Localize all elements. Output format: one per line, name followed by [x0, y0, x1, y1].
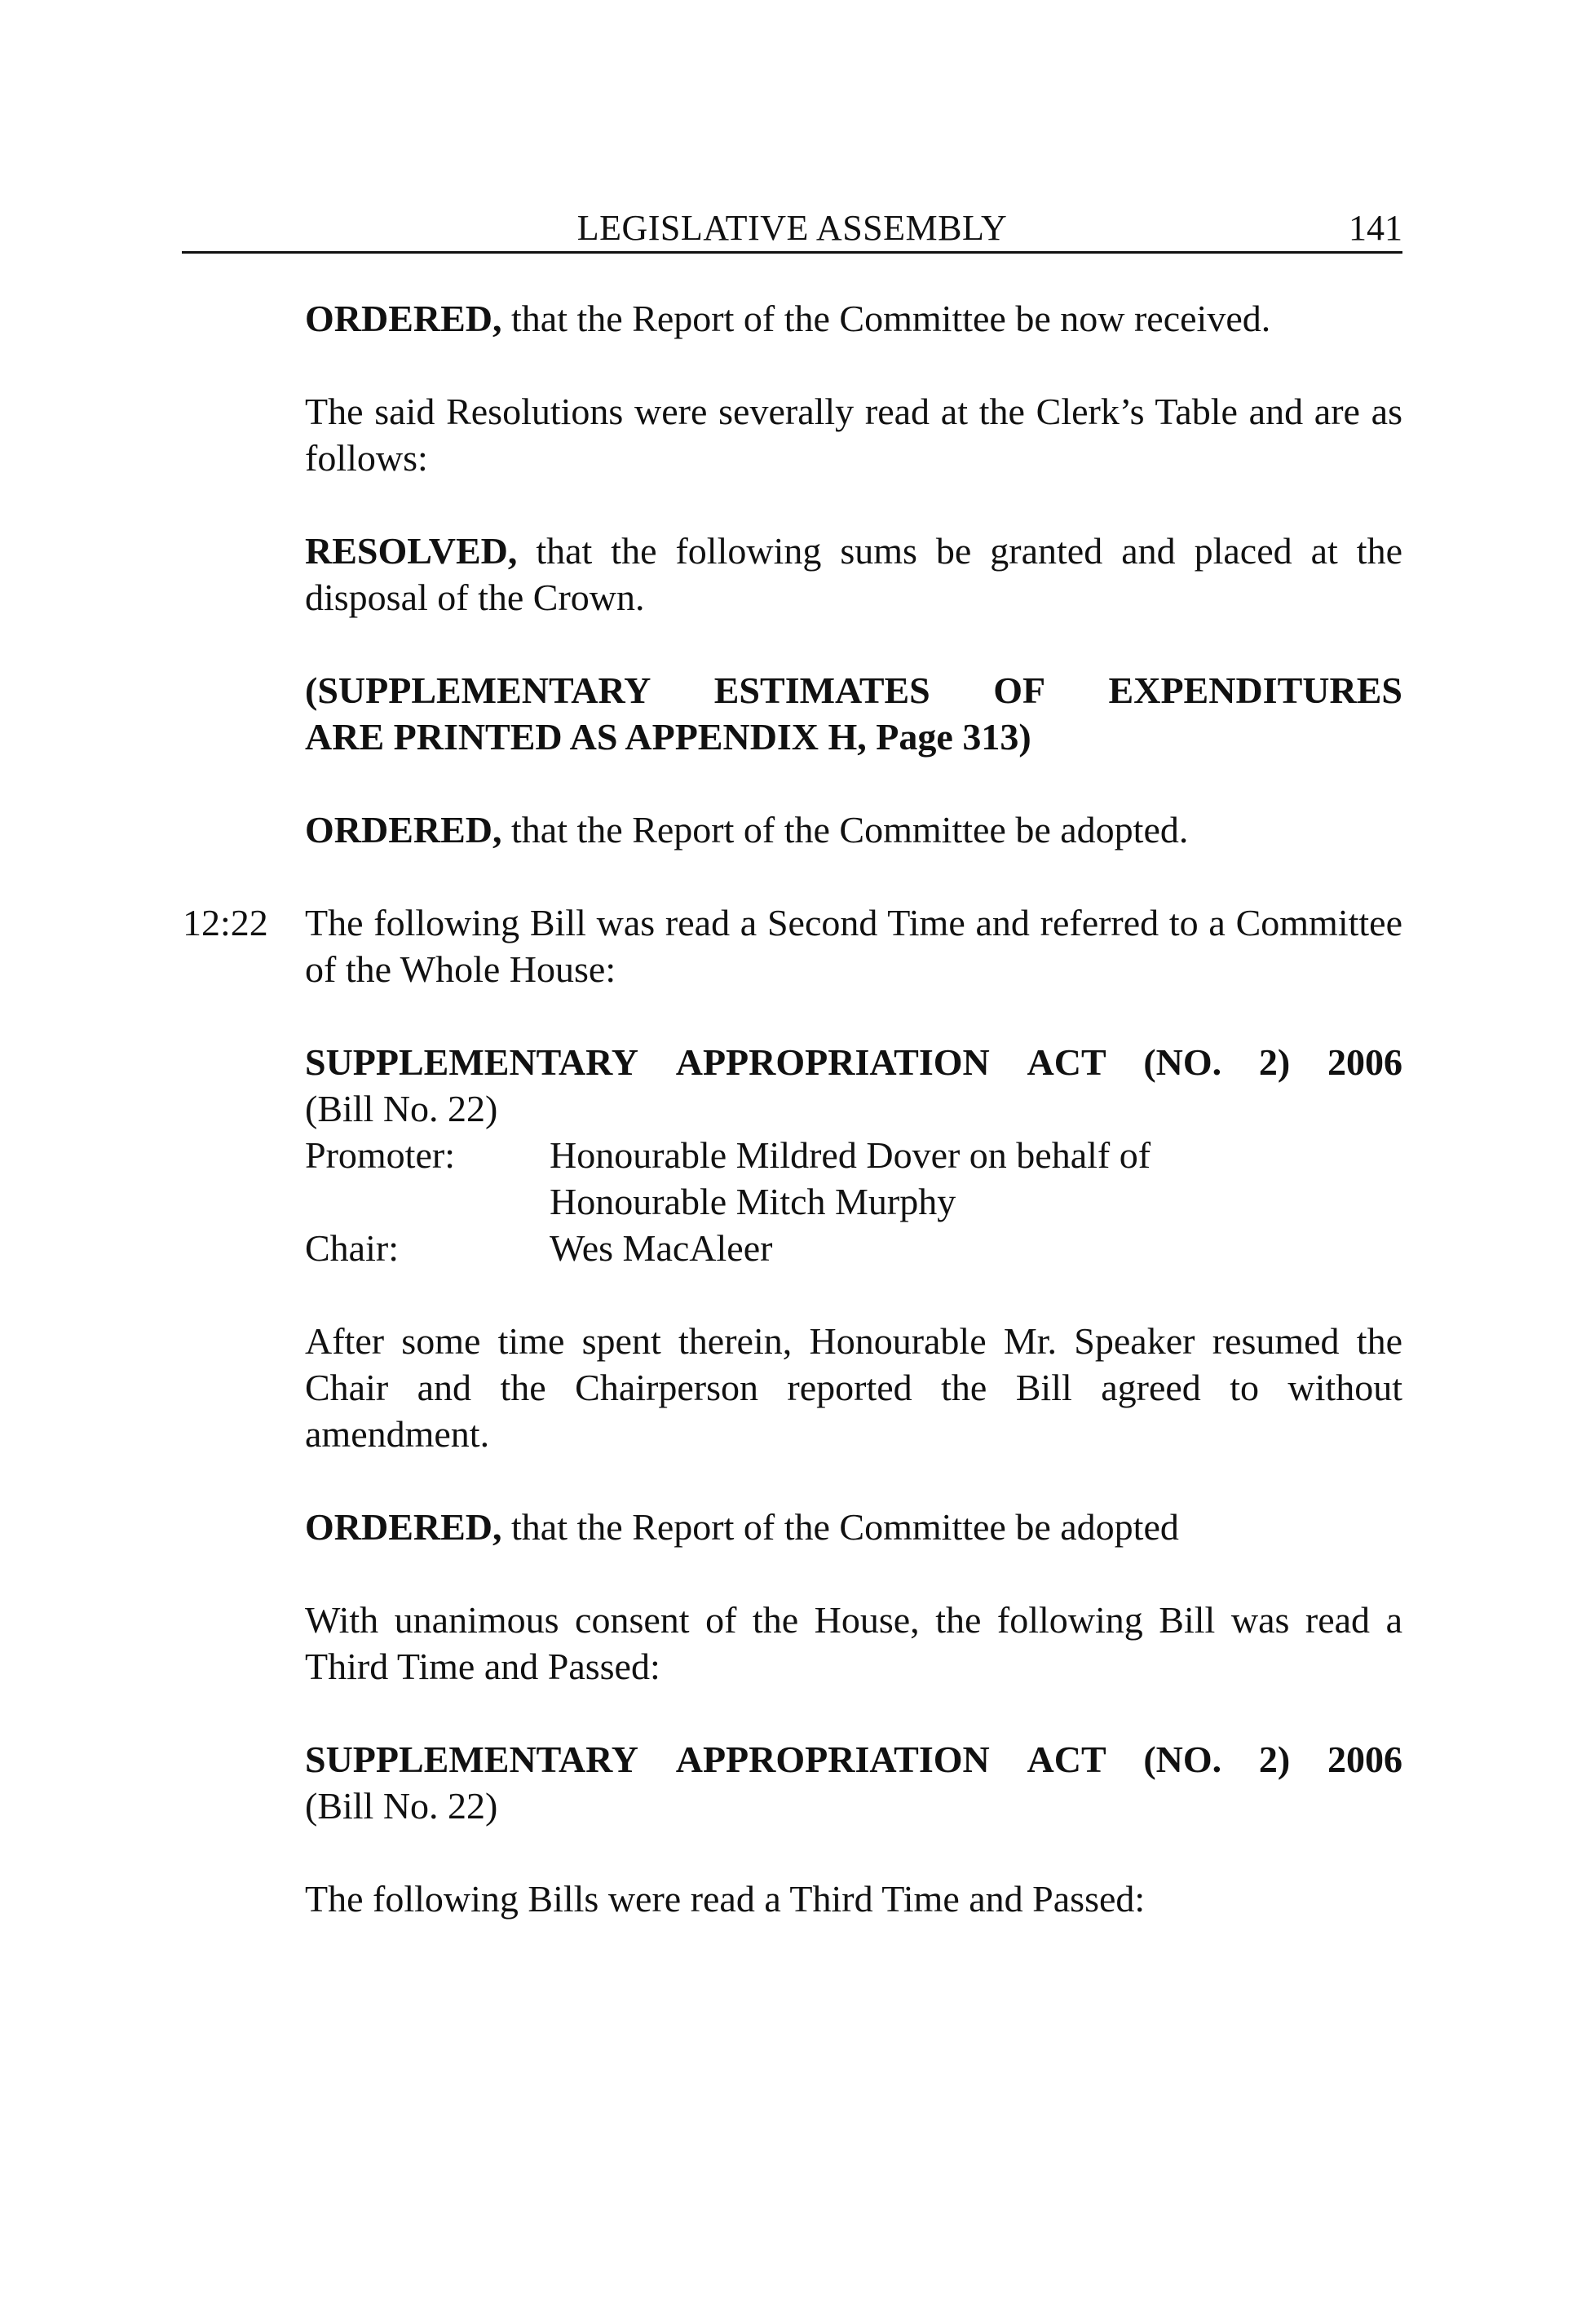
estimates-note-line2: ARE PRINTED AS APPENDIX H, Page 313): [305, 716, 1031, 758]
bill-title-word: 2006: [1327, 1041, 1402, 1083]
chair-value: Wes MacAleer: [550, 1227, 773, 1269]
ordered-lead: ORDERED,: [305, 809, 502, 851]
promoter-line: Honourable Mildred Dover on behalf of: [550, 1134, 1151, 1176]
estimates-word: ESTIMATES: [713, 669, 930, 711]
bill-title: [305, 1039, 1402, 1085]
ordered-adopted-paragraph: [305, 806, 1402, 853]
estimates-word: (SUPPLEMENTARY: [305, 669, 651, 711]
bill-title-word: APPROPRIATION: [675, 1041, 990, 1083]
promoter-line: Honourable Mitch Murphy: [550, 1181, 956, 1222]
bill-title-word: 2006: [1327, 1739, 1402, 1780]
resolved-text: that the following sums be granted and placed at the disposal of the Crown.: [305, 530, 1402, 618]
bill-title-word: ACT: [1027, 1041, 1106, 1083]
page-number: 141: [1349, 208, 1402, 248]
bill-title-word: (NO.: [1143, 1041, 1222, 1083]
resolved-paragraph: [305, 528, 1402, 621]
second-reading-text: The following Bill was read a Second Time and referred to a Committee of the Whole House:: [305, 902, 1402, 990]
time-stamp: 12:22: [183, 902, 268, 943]
resolved-lead: RESOLVED,: [305, 530, 518, 572]
bill-title-word: ACT: [1027, 1739, 1106, 1780]
ordered-received-paragraph: [305, 295, 1402, 342]
promoter-value: [550, 1132, 1402, 1225]
bill-title-word: APPROPRIATION: [675, 1739, 990, 1780]
bill-title-word: (NO.: [1143, 1739, 1222, 1780]
third-reading-paragraph: The following Bills were read a Third Time and Passed:: [305, 1878, 1146, 1920]
ordered-adopted-paragraph: [305, 1504, 1402, 1550]
bill-title: [305, 1736, 1402, 1783]
estimates-word: OF: [993, 669, 1046, 711]
estimates-note-line1: [305, 667, 1402, 714]
ordered-text: that the Report of the Committee be now received.: [501, 298, 1271, 339]
bill-title-word: SUPPLEMENTARY: [305, 1739, 638, 1780]
ordered-text: that the Report of the Committee be adopted: [501, 1506, 1179, 1548]
promoter-label: Promoter:: [305, 1134, 455, 1176]
ordered-lead: ORDERED,: [305, 298, 502, 339]
bill-entry-second-reading: [305, 1039, 1402, 1271]
bill-number: (Bill No. 22): [305, 1088, 498, 1129]
chair-label: Chair:: [305, 1227, 399, 1269]
bill-title-word: 2): [1258, 1041, 1291, 1083]
ordered-lead: ORDERED,: [305, 1506, 502, 1548]
bill-entry-third-reading: [305, 1736, 1402, 1829]
estimates-word: EXPENDITURES: [1108, 669, 1402, 711]
second-reading-paragraph: [183, 899, 1402, 992]
bill-title-word: SUPPLEMENTARY: [305, 1041, 638, 1083]
supplementary-estimates-note: [305, 667, 1402, 760]
journal-body: [183, 295, 1402, 1968]
chair-row: [305, 1225, 1402, 1271]
bill-number: (Bill No. 22): [305, 1785, 498, 1827]
header-title: LEGISLATIVE ASSEMBLY: [576, 208, 1008, 248]
page-header: [182, 202, 1402, 254]
bill-title-word: 2): [1258, 1739, 1291, 1780]
ordered-text: that the Report of the Committee be adopted.: [501, 809, 1189, 851]
resolutions-read-paragraph: The said Resolutions were severally read at the Clerk’s Table and are as follows:: [305, 391, 1402, 479]
promoter-row: [305, 1132, 1402, 1225]
unanimous-consent-paragraph: With unanimous consent of the House, the following Bill was read a Third Time and Passed:: [305, 1599, 1402, 1687]
committee-report-paragraph: After some time spent therein, Honourable Mr. Speaker resumed the Chair and the Chairperson reported the Bill agreed to without amendment.: [305, 1320, 1402, 1455]
